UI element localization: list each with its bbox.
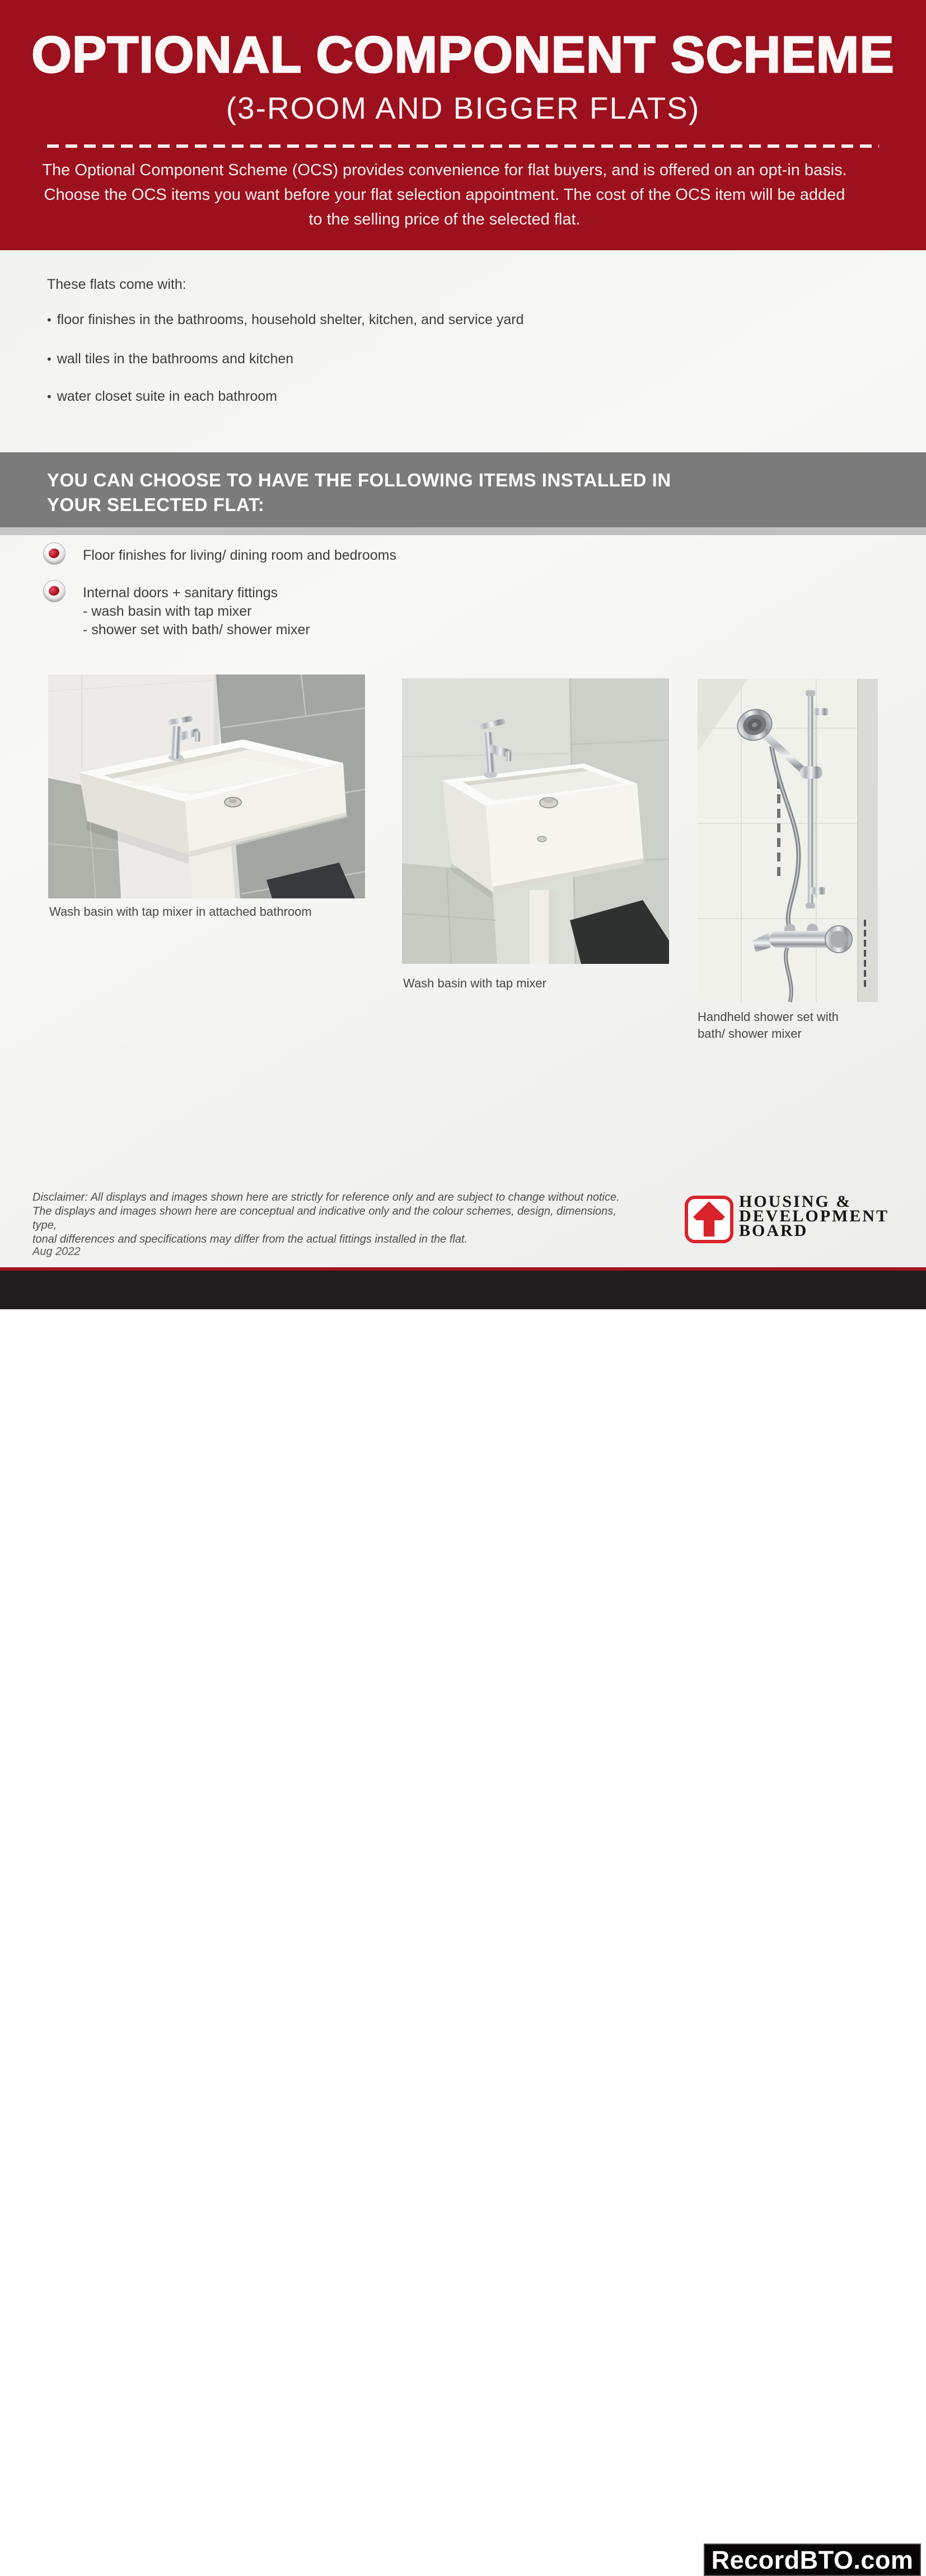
included-item-text: water closet suite in each bathroom [57,388,277,404]
photo-caption: Wash basin with tap mixer in attached bathroom [49,905,312,919]
document-date: Aug 2022 [32,1245,81,1258]
hdb-logo-line-3: BOARD [739,1221,808,1240]
bullet-icon: • [47,313,52,327]
option-doors-sanitary [83,584,310,639]
bullet-icon: • [47,390,52,404]
option-radio-icon [43,580,66,602]
watermark-text: RecordBTO.com [711,2545,914,2574]
included-item-text: floor finishes in the bathrooms, household shelter, kitchen, and service yard [57,312,524,327]
included-item [47,388,277,405]
bullet-icon: • [47,352,52,366]
included-heading: These flats come with: [47,277,186,292]
hdb-logo-icon [685,1196,733,1243]
handheld-shower-set-photo [698,679,878,1002]
dashed-separator [47,144,879,148]
header-red-band [0,0,926,250]
photo-caption-line-2: bath/ shower mixer [698,1027,802,1041]
wash-basin-photo [402,678,669,964]
banner-shadow-strip [0,527,926,535]
option-sub-item: - shower set with bath/ shower mixer [83,622,310,638]
disclaimer-text [32,1191,637,1247]
disclaimer-line-3: tonal differences and specifications may differ from the actual fittings installed in the flat. [32,1233,468,1245]
option-radio-icon [43,542,66,565]
page-subtitle: (3-ROOM AND BIGGER FLATS) [226,91,700,125]
bottom-black-bar [0,1271,926,2574]
included-item [47,312,524,328]
disclaimer-line-1: Disclaimer: All displays and images shown here are strictly for reference only and are subject to change without notice. [32,1191,620,1203]
wash-basin-attached-bathroom-photo [48,675,365,898]
photo-caption-line-1: Handheld shower set with [698,1010,839,1024]
included-item-text: wall tiles in the bathrooms and kitchen [57,351,294,367]
included-item [47,351,293,367]
option-floor-finishes-label: Floor finishes for living/ dining room and bedrooms [83,547,396,563]
photo-caption [698,1009,839,1042]
intro-paragraph: The Optional Component Scheme (OCS) provides convenience for flat buyers, and is offered on an opt-in basis. Choose the OCS items you want before your flat selection appointment. The cost of the OCS item will be added to the selling price of the selected flat. [42,161,847,228]
banner-line-2: YOUR SELECTED FLAT: [47,494,265,515]
watermark-box [704,2544,921,2576]
option-sub-item: - wash basin with tap mixer [83,603,252,619]
choose-banner [0,452,926,527]
page-title: OPTIONAL COMPONENT SCHEME [31,26,895,83]
banner-line-1: YOU CAN CHOOSE TO HAVE THE FOLLOWING ITEMS INSTALLED IN [47,470,671,490]
disclaimer-line-2: The displays and images shown here are conceptual and indicative only and the colour schemes, design, dimensions, type, [32,1205,616,1231]
hdb-logo-line-1: HOUSING & [739,1192,852,1211]
photo-caption: Wash basin with tap mixer [403,976,546,990]
hdb-logo-text [739,1192,890,1240]
option-doors-sanitary-label: Internal doors + sanitary fittings [83,585,278,601]
hdb-logo-line-2: DEVELOPMENT [739,1207,890,1225]
